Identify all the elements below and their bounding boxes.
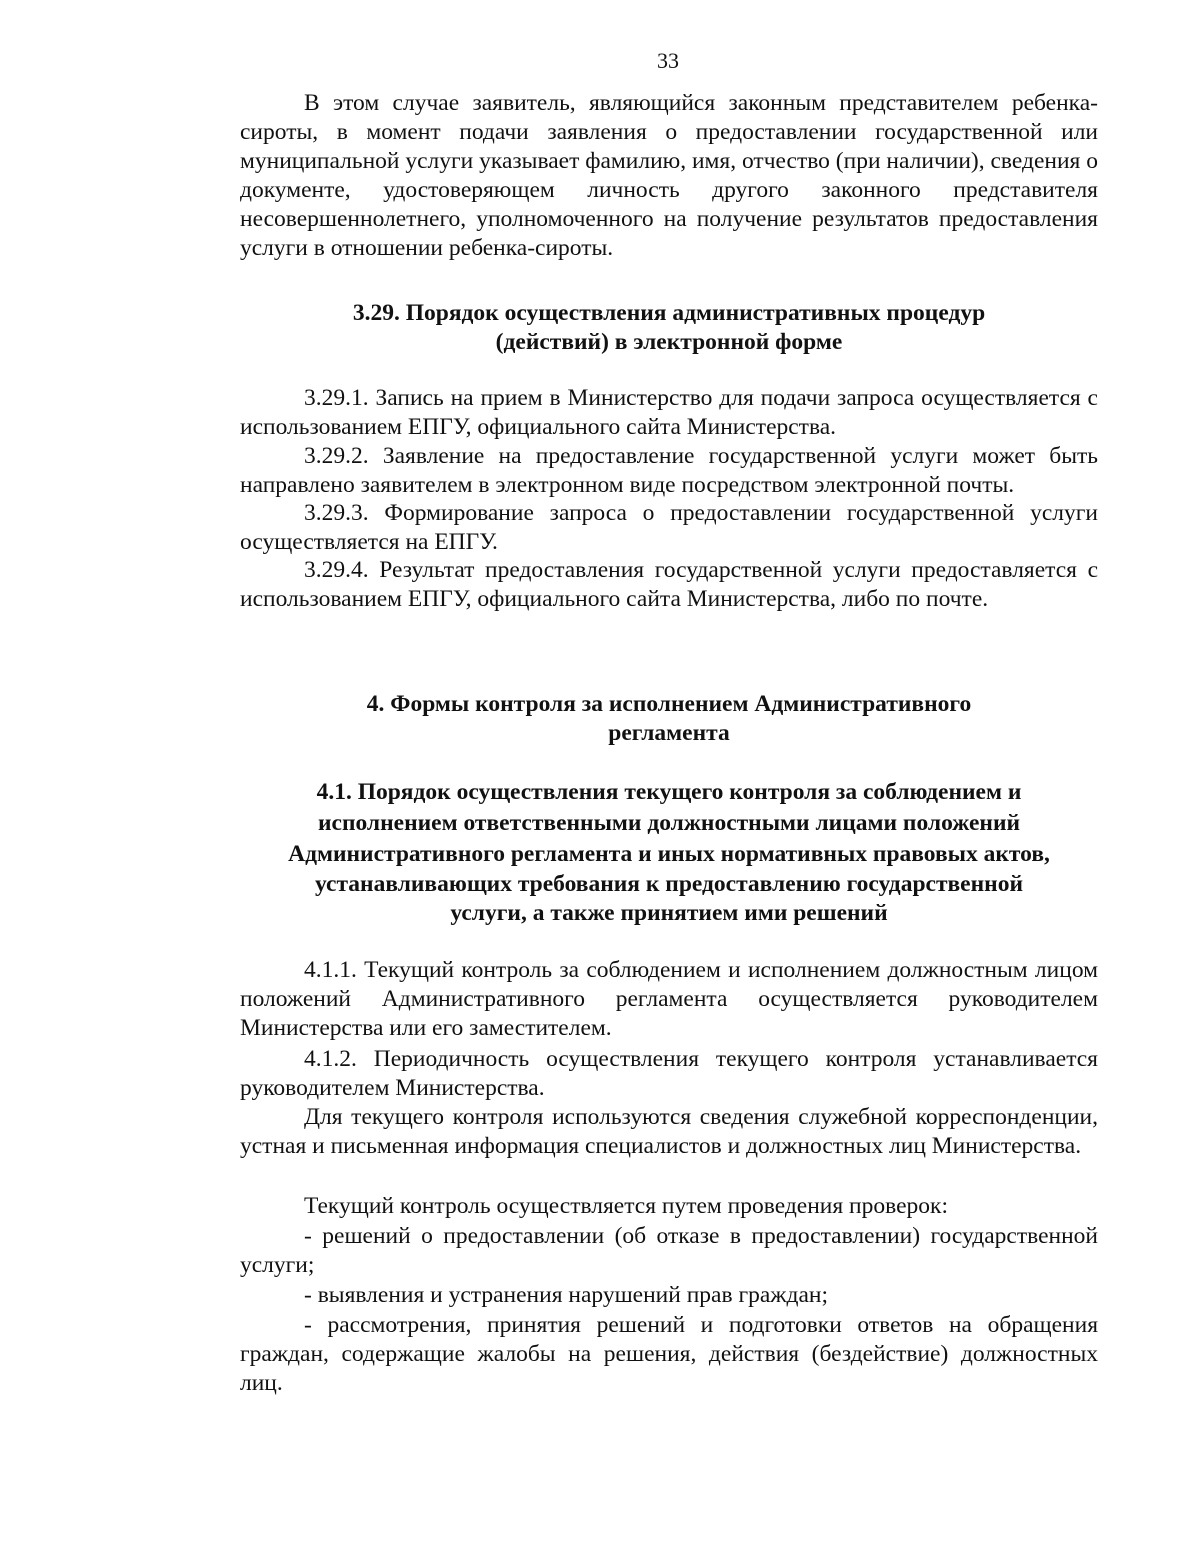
section-4-1-heading-line-5: услуги, а также принятием ими решений xyxy=(450,900,888,926)
page-number: 33 xyxy=(657,48,679,73)
item-3-29-4: 3.29.4. Результат предоставления государственной услуги предоставляется с использованием ЕПГУ, официального сайта Министерства, либо по почте. xyxy=(240,557,1098,612)
item-3-29-1: 3.29.1. Запись на прием в Министерство для подачи запроса осуществляется с использованием ЕПГУ, официального сайта Министерства. xyxy=(240,385,1098,440)
section-4-1-heading-line-3: Административного регламента и иных нормативных правовых актов, xyxy=(288,841,1050,867)
intro-paragraph: В этом случае заявитель, являющийся законным представителем ребенка-сироты, в момент подачи заявления о предоставлении государственной или муниципальной услуги указывает фамилию, имя, отчество (при наличии), сведения о документе, удостоверяющем личность другого законного представителя несовершеннолетнего, уполномоченного на получение результатов предоставления услуги в отношении ребенка-сироты. xyxy=(240,90,1098,261)
item-3-29-2: 3.29.2. Заявление на предоставление государственной услуги может быть направлено заявителем в электронном виде посредством электронной почты. xyxy=(240,443,1098,498)
section-4-1-heading-line-2: исполнением ответственными должностными лицами положений xyxy=(317,810,1021,836)
item-4-1-2: 4.1.2. Периодичность осуществления текущего контроля устанавливается руководителем Министерства. xyxy=(240,1046,1098,1101)
section-4-heading-line-1: 4. Формы контроля за исполнением Административного xyxy=(366,691,972,717)
paragraph-checks-intro: Текущий контроль осуществляется путем проведения проверок: xyxy=(304,1193,948,1219)
section-4-heading-line-2: регламента xyxy=(608,720,730,746)
item-3-29-3: 3.29.3. Формирование запроса о предоставлении государственной услуги осуществляется на ЕПГУ. xyxy=(240,500,1098,555)
section-3-29-heading-line-2: (действий) в электронной форме xyxy=(495,329,843,355)
list-item-decisions: - решений о предоставлении (об отказе в предоставлении) государственной услуги; xyxy=(240,1223,1098,1278)
section-3-29-heading-line-1: 3.29. Порядок осуществления административных процедур xyxy=(352,300,986,326)
section-4-1-heading-line-1: 4.1. Порядок осуществления текущего контроля за соблюдением и xyxy=(316,779,1022,805)
paragraph-sources: Для текущего контроля используются сведения служебной корреспонденции, устная и письменная информация специалистов и должностных лиц Министерства. xyxy=(240,1104,1098,1159)
list-item-complaints: - рассмотрения, принятия решений и подготовки ответов на обращения граждан, содержащие жалобы на решения, действия (бездействие) должностных лиц. xyxy=(240,1312,1098,1396)
item-4-1-1: 4.1.1. Текущий контроль за соблюдением и исполнением должностным лицом положений Административного регламента осуществляется руководителем Министерства или его заместителем. xyxy=(240,957,1098,1041)
list-item-violations: - выявления и устранения нарушений прав граждан; xyxy=(304,1282,828,1308)
section-4-1-heading-line-4: устанавливающих требования к предоставлению государственной xyxy=(315,871,1023,897)
